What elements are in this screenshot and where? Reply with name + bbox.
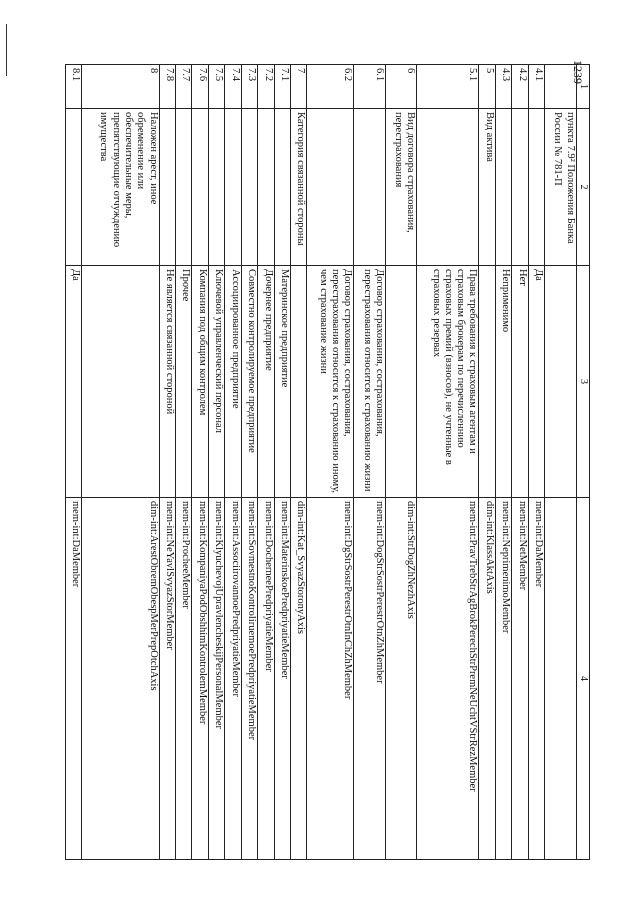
element-name-cell [495, 109, 511, 266]
code-cell: mem-int:ProcheeMember [176, 498, 192, 860]
table-row [290, 65, 306, 860]
table-row [417, 65, 479, 860]
table-row [82, 65, 159, 860]
table-row [159, 65, 175, 860]
table-row [66, 65, 82, 860]
element-name-cell [176, 109, 192, 266]
table-row [208, 65, 224, 860]
table-body [66, 65, 590, 860]
header-cell-1: 1 [576, 65, 589, 109]
member-label-cell: Прочее [176, 266, 192, 498]
code-cell: dim-int:StrDogZhNezhAxis [385, 498, 417, 860]
member-label-cell: Да [528, 266, 544, 498]
row-number-cell: 4.1 [528, 65, 544, 109]
code-cell: dim-int:ArestObremObespMerPrepOtchAxis [82, 498, 159, 860]
code-cell: mem-int:AssociirovannoePredpriyatieMember [225, 498, 241, 860]
row-number-cell: 8 [82, 65, 159, 109]
element-name-cell [225, 109, 241, 266]
table-row [225, 65, 241, 860]
element-name-cell: Вид договора страхования, перестрахования [385, 109, 417, 266]
element-name-cell [208, 109, 224, 266]
row-number-cell: 4.2 [512, 65, 528, 109]
row-number-cell: 7.2 [258, 65, 274, 109]
row-number-cell: 7.1 [274, 65, 290, 109]
member-label-cell: Материнское предприятие [274, 266, 290, 498]
code-cell: mem-int:DaMember [66, 498, 82, 860]
element-name-cell [528, 109, 544, 266]
table-row [192, 65, 208, 860]
code-cell: mem-int:NetMember [512, 498, 528, 860]
header-cell-4: 4 [576, 498, 589, 860]
row-number-cell: 7.3 [241, 65, 257, 109]
member-label-cell [82, 266, 159, 498]
member-label-cell: Совместно контролируемое предприятие [241, 266, 257, 498]
code-cell: mem-int:DaMember [528, 498, 544, 860]
element-name-cell [192, 109, 208, 266]
table-row [241, 65, 257, 860]
member-label-cell: Права требования к страховым агентам и страховым брокерам по перечисленнию страховых премий (взносов), не учтенные в страховых резервах [417, 266, 479, 498]
row-number-cell: 5.1 [417, 65, 479, 109]
element-name-cell [241, 109, 257, 266]
element-name-cell [258, 109, 274, 266]
table-row [512, 65, 528, 860]
code-cell: mem-int:PravTrebStrAgBrokPerechStrPremNeUchtVStrRezMember [417, 498, 479, 860]
element-name-cell [354, 109, 386, 266]
member-label-cell: Нет [512, 266, 528, 498]
code-cell: mem-int:NeYavlSvyazStorMember [159, 498, 175, 860]
row-number-cell [545, 65, 577, 109]
code-cell: mem-int:NeprimenimoMember [495, 498, 511, 860]
element-name-cell [512, 109, 528, 266]
row-number-cell: 8.1 [66, 65, 82, 109]
table-row [258, 65, 274, 860]
member-label-cell [385, 266, 417, 498]
binder-line [6, 24, 7, 76]
element-name-cell [274, 109, 290, 266]
table-row [176, 65, 192, 860]
row-number-cell: 6.2 [307, 65, 354, 109]
member-label-cell: Компания под общим контролем [192, 266, 208, 498]
member-label-cell: Не является связанной стороной [159, 266, 175, 498]
member-label-cell [479, 266, 495, 498]
table-row [545, 65, 577, 860]
table-row [354, 65, 386, 860]
row-number-cell: 7.4 [225, 65, 241, 109]
code-cell: mem-int:MaterinskoePredpriyatieMember [274, 498, 290, 860]
table-row [385, 65, 417, 860]
element-name-cell: Категория связанной стороны [290, 109, 306, 266]
member-label-cell: Неприменимо [495, 266, 511, 498]
code-cell: dim-int:Kat_SvyazStoronyAxis [290, 498, 306, 860]
row-number-cell: 7.6 [192, 65, 208, 109]
row-number-cell: 5 [479, 65, 495, 109]
table-row [528, 65, 544, 860]
row-number-cell: 7.8 [159, 65, 175, 109]
member-label-cell: Договор страхования, сострахования, перестрахования относится к страхованию иному, чем страхование жизни [307, 266, 354, 498]
code-cell: mem-int:DocherneePredpriyatieMember [258, 498, 274, 860]
member-label-cell: Да [66, 266, 82, 498]
element-name-cell: Наложен арест, иное обременение или обеспечительные меры, препятствующие отчуждению имущества [82, 109, 159, 266]
element-name-cell: Вид актива [479, 109, 495, 266]
code-cell: mem-int:KompaniyaPodObshhimKontrolemMember [192, 498, 208, 860]
header-row [576, 65, 589, 860]
row-number-cell: 4.3 [495, 65, 511, 109]
header-cell-3: 3 [576, 266, 589, 498]
table-row [274, 65, 290, 860]
code-cell [545, 498, 577, 860]
member-label-cell: Договор страхования, сострахования, перестрахования относится к страхованию жизни [354, 266, 386, 498]
page-number: 1239 [571, 60, 585, 84]
row-number-cell: 6 [385, 65, 417, 109]
code-cell: dim-int:KlassAktAxis [479, 498, 495, 860]
element-name-cell [307, 109, 354, 266]
element-name-cell: пункта 7.9² Положения Банка России № 781-П [545, 109, 577, 266]
member-label-cell: Ключевой управленческий персонал [208, 266, 224, 498]
row-number-cell: 7 [290, 65, 306, 109]
element-name-cell [66, 109, 82, 266]
row-number-cell: 6.1 [354, 65, 386, 109]
table-row [479, 65, 495, 860]
code-cell: mem-int:DgStrSostrPerestrOtnInChZhMember [307, 498, 354, 860]
member-label-cell: Ассоциированное предприятие [225, 266, 241, 498]
member-label-cell [545, 266, 577, 498]
code-cell: mem-int:DogStrSostrPerestrOtnZhMember [354, 498, 386, 860]
header-cell-2: 2 [576, 109, 589, 266]
member-label-cell [290, 266, 306, 498]
code-cell: mem-int:KlyuchevojUpravlencheskijPersonalMember [208, 498, 224, 860]
table-row [307, 65, 354, 860]
row-number-cell: 7.5 [208, 65, 224, 109]
row-number-cell: 7.7 [176, 65, 192, 109]
classification-table [65, 64, 590, 860]
member-label-cell: Дочернее предприятие [258, 266, 274, 498]
table-row [495, 65, 511, 860]
element-name-cell [417, 109, 479, 266]
code-cell: mem-int:SovmestnoKontroliruemoePredpriyatieMember [241, 498, 257, 860]
element-name-cell [159, 109, 175, 266]
rotated-page-content [65, 64, 590, 860]
